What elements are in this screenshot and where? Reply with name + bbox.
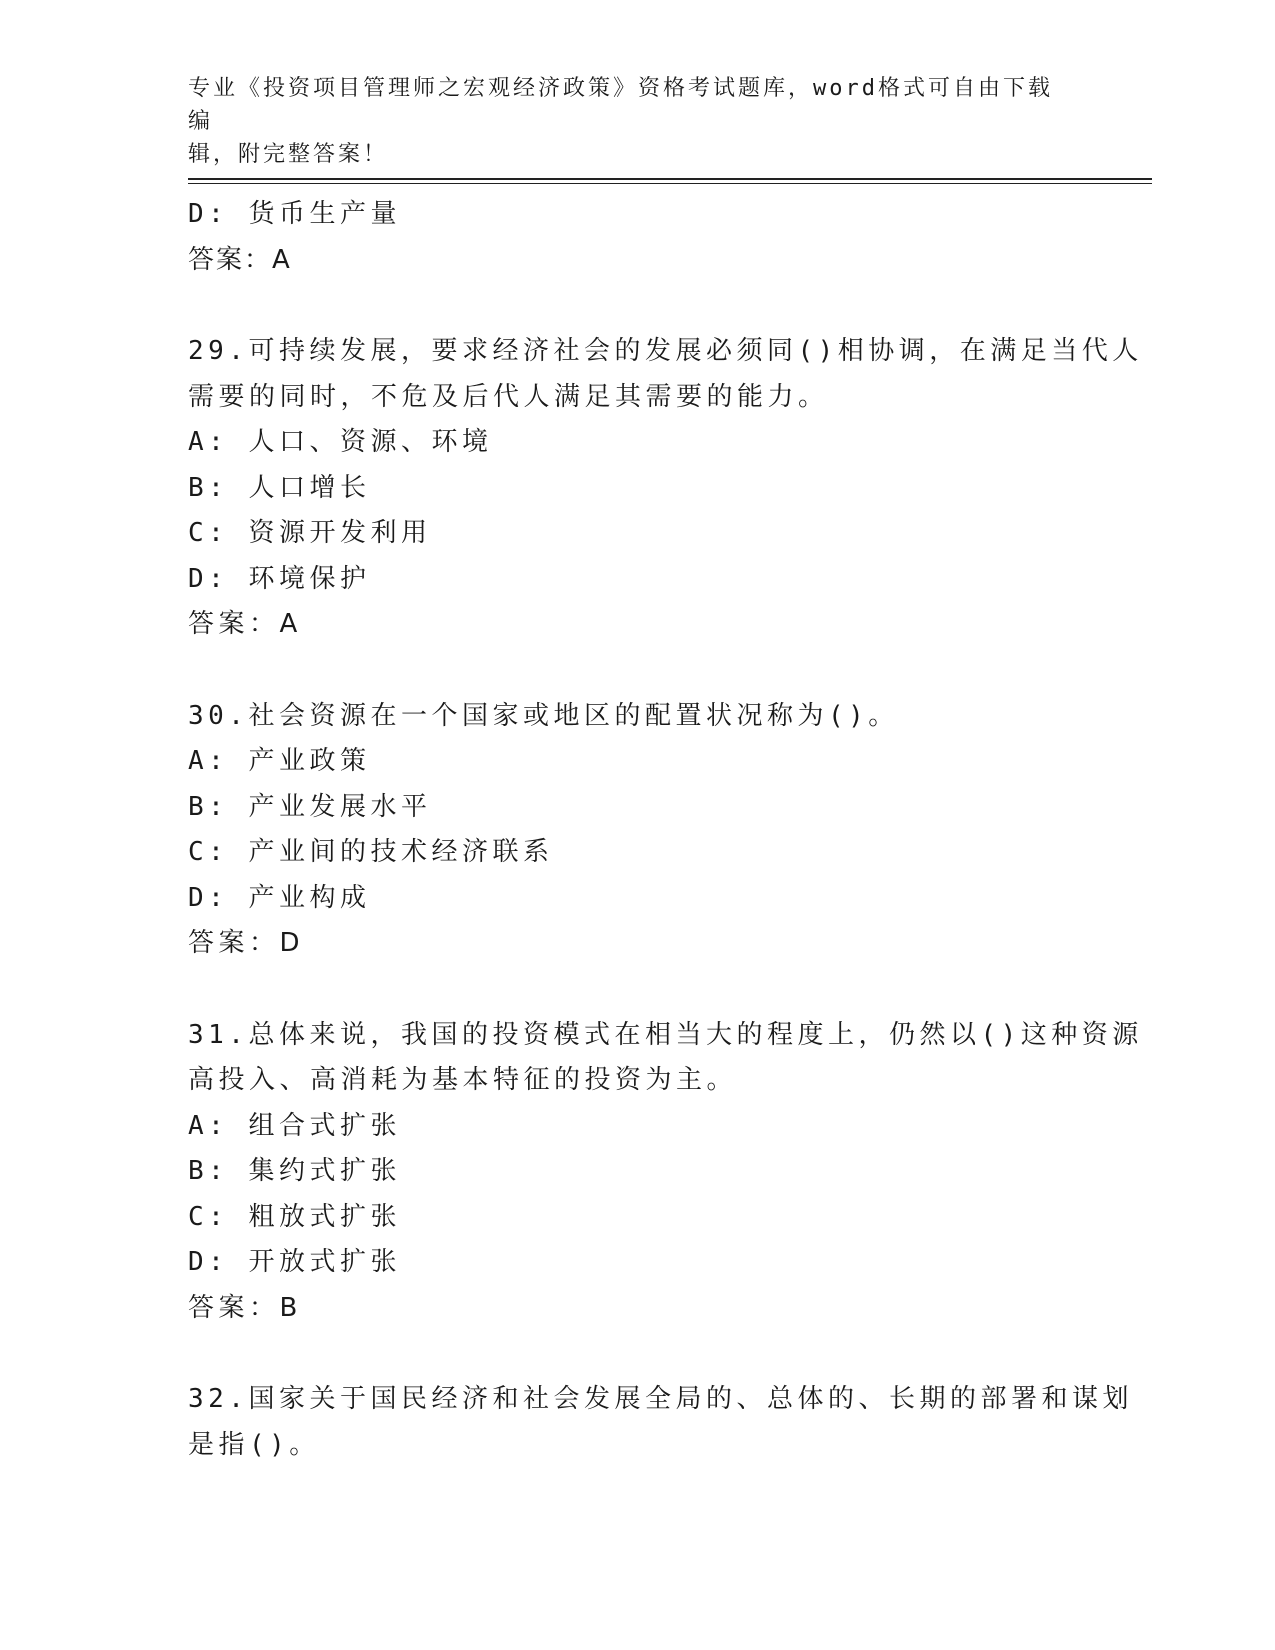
previous-question-tail [188,192,1088,283]
option-a: A: 人口、资源、环境 [188,427,493,457]
answer-line: 答案：D [188,928,305,958]
option-b: B: 集约式扩张 [188,1156,401,1186]
question-32 [188,1377,1133,1468]
answer-line: 答案：B [188,1292,302,1323]
page-header [188,72,1068,171]
question-text: 29.可持续发展，要求经济社会的发展必须同()相协调，在满足当代人 [188,336,1143,366]
question-text: 31.总体来说，我国的投资模式在相当大的程度上，仍然以()这种资源 [188,1019,1143,1050]
header-line-2: 辑，附完整答案！ [188,142,389,167]
header-line-1: 专业《投资项目管理师之宏观经济政策》资格考试题库，word格式可自由下载编 [188,76,1053,134]
option-b: B: 产业发展水平 [188,791,432,822]
option-c: C: 资源开发利用 [188,518,432,548]
header-divider-thin [188,183,1152,184]
answer-line: 答案：A [188,244,292,275]
question-29 [188,329,1143,648]
question-content [188,192,1143,1468]
option-a: A: 组合式扩张 [188,1110,401,1141]
question-text: 需要的同时，不危及后代人满足其需要的能力。 [188,381,829,412]
option-d: D: 开放式扩张 [188,1247,401,1277]
spacer [188,648,1088,694]
option-d: D: 货币生产量 [188,199,401,229]
option-c: C: 产业间的技术经济联系 [188,837,554,867]
spacer [188,283,1088,329]
answer-line: 答案：A [188,609,302,639]
option-b: B: 人口增长 [188,472,371,503]
option-d: D: 环境保护 [188,563,371,594]
spacer [188,967,1088,1013]
option-a: A: 产业政策 [188,746,371,776]
question-31 [188,1013,1143,1332]
question-text: 30.社会资源在一个国家或地区的配置状况称为()。 [188,700,899,731]
question-text: 32.国家关于国民经济和社会发展全局的、总体的、长期的部署和谋划 [188,1384,1133,1414]
spacer [188,1331,1088,1377]
question-30 [188,694,1088,967]
header-divider-thick [188,178,1152,180]
option-d: D: 产业构成 [188,882,371,913]
question-text: 高投入、高消耗为基本特征的投资为主。 [188,1065,738,1095]
question-text: 是指()。 [188,1429,320,1460]
option-c: C: 粗放式扩张 [188,1201,401,1232]
